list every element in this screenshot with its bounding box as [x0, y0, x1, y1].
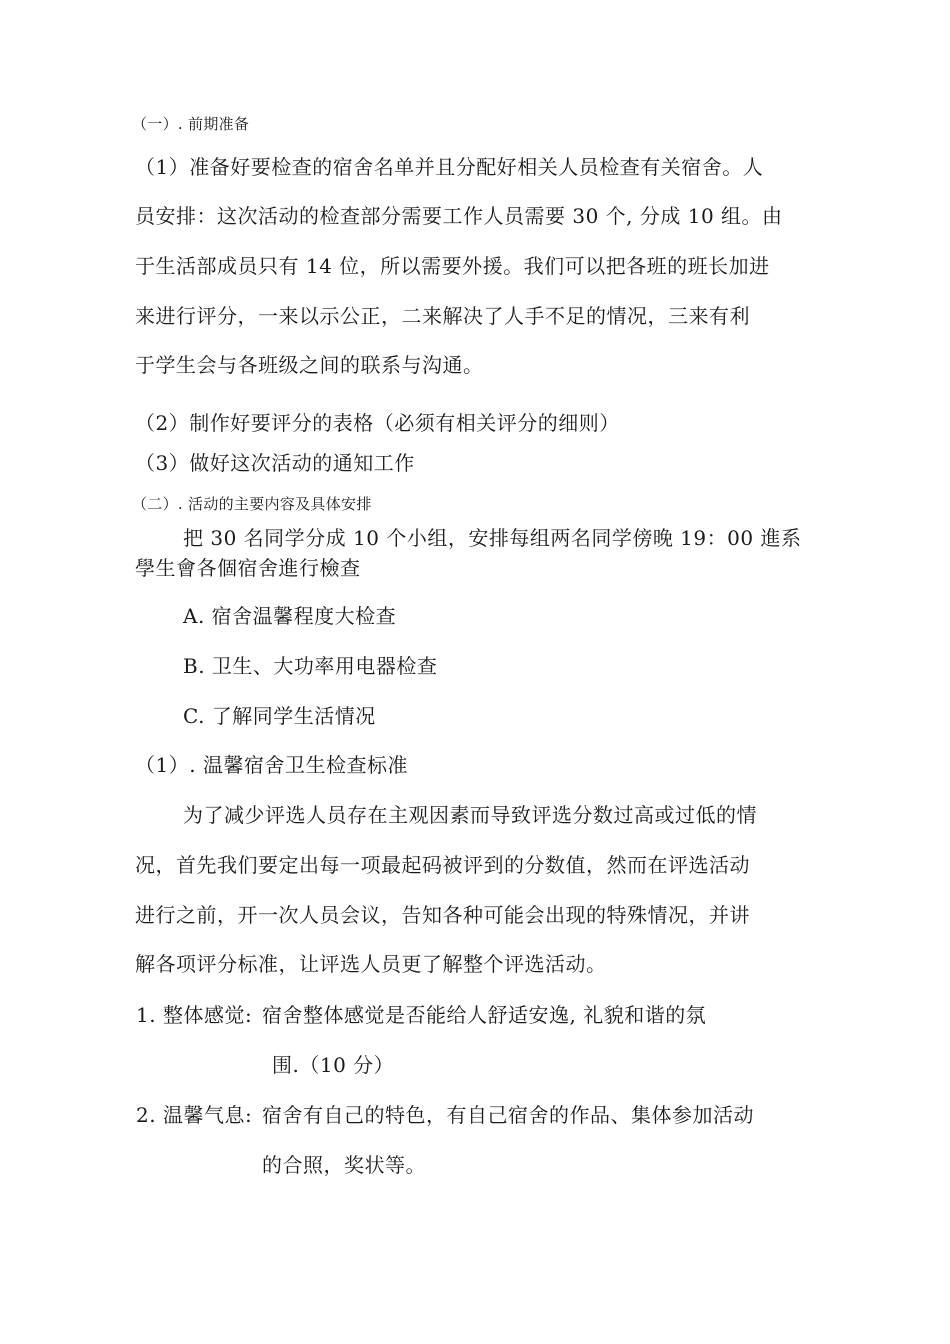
- paragraph-1-line: 于学生会与各班级之间的联系与沟通。: [135, 353, 484, 377]
- criterion-label: 2. 温馨气息:: [136, 1103, 253, 1127]
- paragraph-1-line: （1）准备好要检查的宿舍名单并且分配好相关人员检查有关宿舍。人: [135, 155, 764, 179]
- standard-paragraph-line: 为了减少评选人员存在主观因素而导致评选分数过高或过低的情: [183, 803, 757, 827]
- criterion-label: 1. 整体感觉:: [136, 1003, 253, 1027]
- criterion-text: 的合照，奖状等。: [262, 1153, 426, 1177]
- section-heading-2: （二）. 活动的主要内容及具体安排: [132, 495, 372, 513]
- paragraph-1-line: 来进行评分，一来以示公正，二来解决了人手不足的情况，三来有利: [135, 304, 750, 328]
- intro-line: 學生會各個宿舍進行檢查: [135, 556, 361, 580]
- standard-paragraph-line: 进行之前，开一次人员会议，告知各种可能会出现的特殊情况，并讲: [135, 903, 750, 927]
- list-item: C. 了解同学生活情况: [183, 704, 376, 728]
- list-item: A. 宿舍温馨程度大检查: [183, 604, 397, 628]
- paragraph-2: （2）制作好要评分的表格（必须有相关评分的细则）: [135, 411, 620, 435]
- paragraph-3: （3）做好这次活动的通知工作: [135, 451, 415, 475]
- section-heading-1: （一）. 前期准备: [132, 115, 250, 133]
- standard-paragraph-line: 解各项评分标准，让评选人员更了解整个评选活动。: [135, 952, 607, 976]
- standard-paragraph-line: 况，首先我们要定出每一项最起码被评到的分数值，然而在评选活动: [135, 853, 750, 877]
- criterion-text: 宿舍整体感觉是否能给人舒适安逸, 礼貌和谐的氛: [262, 1003, 707, 1027]
- criterion-text: 宿舍有自己的特色，有自己宿舍的作品、集体参加活动: [262, 1103, 754, 1127]
- paragraph-1-line: 员安排：这次活动的检查部分需要工作人员需要 30 个, 分成 10 组。由: [135, 204, 783, 228]
- paragraph-1-line: 于生活部成员只有 14 位，所以需要外援。我们可以把各班的班长加进: [135, 254, 770, 278]
- list-item: B. 卫生、大功率用电器检查: [183, 654, 438, 678]
- criterion-text: 围.（10 分）: [272, 1053, 395, 1077]
- intro-line: 把 30 名同学分成 10 个小组，安排每组两名同学傍晚 19：00 進系: [183, 526, 802, 550]
- standard-heading: （1）. 温馨宿舍卫生检查标准: [135, 753, 408, 777]
